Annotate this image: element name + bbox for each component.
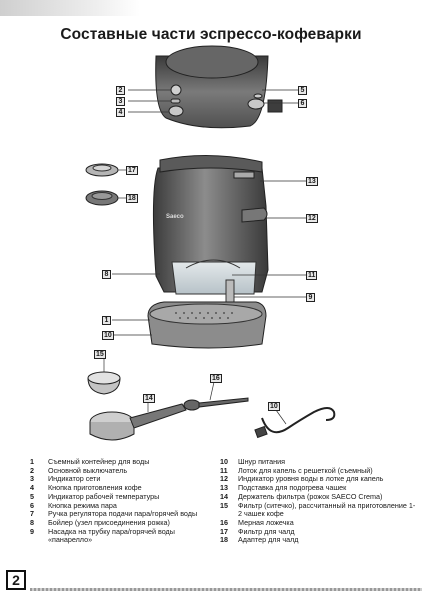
legend-item: 9 Насадка на трубку пара/горячей воды «панарелло» <box>30 526 175 545</box>
callout-13: 13 <box>308 178 316 185</box>
legend-item: 2 Основной выключатель <box>30 465 128 475</box>
coffee-button-icon <box>169 106 183 116</box>
callout-14: 14 <box>145 395 153 402</box>
power-cord-icon <box>262 408 334 432</box>
legend-item: 1 Съемный контейнер для воды <box>30 457 150 466</box>
callout-10-left: 10 <box>104 332 112 339</box>
main-switch-icon <box>171 85 181 95</box>
temp-indicator-icon <box>254 94 262 98</box>
legend-item: 18 Адаптер для чалд <box>220 535 299 545</box>
callout-1: 1 <box>102 316 111 325</box>
legend-item: 13 Подставка для подогрева чашек <box>220 483 347 493</box>
page-title: Составные части эспрессо-кофеварки <box>60 26 362 43</box>
callout-15: 15 <box>96 351 104 358</box>
callout-12: 12 <box>308 215 316 222</box>
steam-button-icon <box>248 99 264 109</box>
callout-3: 3 <box>116 97 125 106</box>
callout-2: 2 <box>116 86 125 95</box>
callout-4: 4 <box>116 108 125 117</box>
footer-rule <box>30 588 422 591</box>
legend-item: 3 Индикатор сети <box>30 474 101 484</box>
callout-5: 5 <box>298 86 307 95</box>
page-number: 2 <box>6 570 26 590</box>
legend-item: 16 Мерная ложечка <box>220 517 294 527</box>
legend-item: 10 Шнур питания <box>220 457 286 466</box>
legend-item: 7 Ручка регулятора подачи пара/горячей воды <box>30 509 198 519</box>
callout-9: 9 <box>306 293 315 302</box>
brand-logo: Saeco <box>166 214 184 220</box>
legend-item: 6 Кнопка режима пара <box>30 500 117 510</box>
callout-16: 16 <box>212 375 220 382</box>
legend-item: 14 Держатель фильтра (рожок SAECO Crema) <box>220 491 383 501</box>
legend-item: 17 Фильтр для чалд <box>220 526 295 536</box>
callout-17: 17 <box>128 167 136 174</box>
callout-11: 11 <box>308 272 316 279</box>
legend-item: 8 Бойлер (узел присоединения рожка) <box>30 517 170 527</box>
legend-right <box>220 458 418 545</box>
power-indicator-icon <box>171 99 180 103</box>
callout-8: 8 <box>102 270 111 279</box>
measuring-spoon-icon <box>184 400 200 410</box>
legend-item: 12 Индикатор уровня воды в лотке для капель <box>220 474 384 484</box>
legend-item: 5 Индикатор рабочей температуры <box>30 491 160 501</box>
legend-left <box>30 458 208 545</box>
legend-item: 4 Кнопка приготовления кофе <box>30 483 142 493</box>
callout-10-right: 10 <box>270 403 278 410</box>
legend-item: 15 Фильтр (ситечко), рассчитанный на приготовление 1-2 чашек кофе <box>220 500 416 519</box>
filter-basket-icon <box>88 372 120 384</box>
callout-6: 6 <box>298 99 307 108</box>
callout-18: 18 <box>128 195 136 202</box>
legend-item: 11 Лоток для капель с решеткой (съемный) <box>220 465 373 475</box>
